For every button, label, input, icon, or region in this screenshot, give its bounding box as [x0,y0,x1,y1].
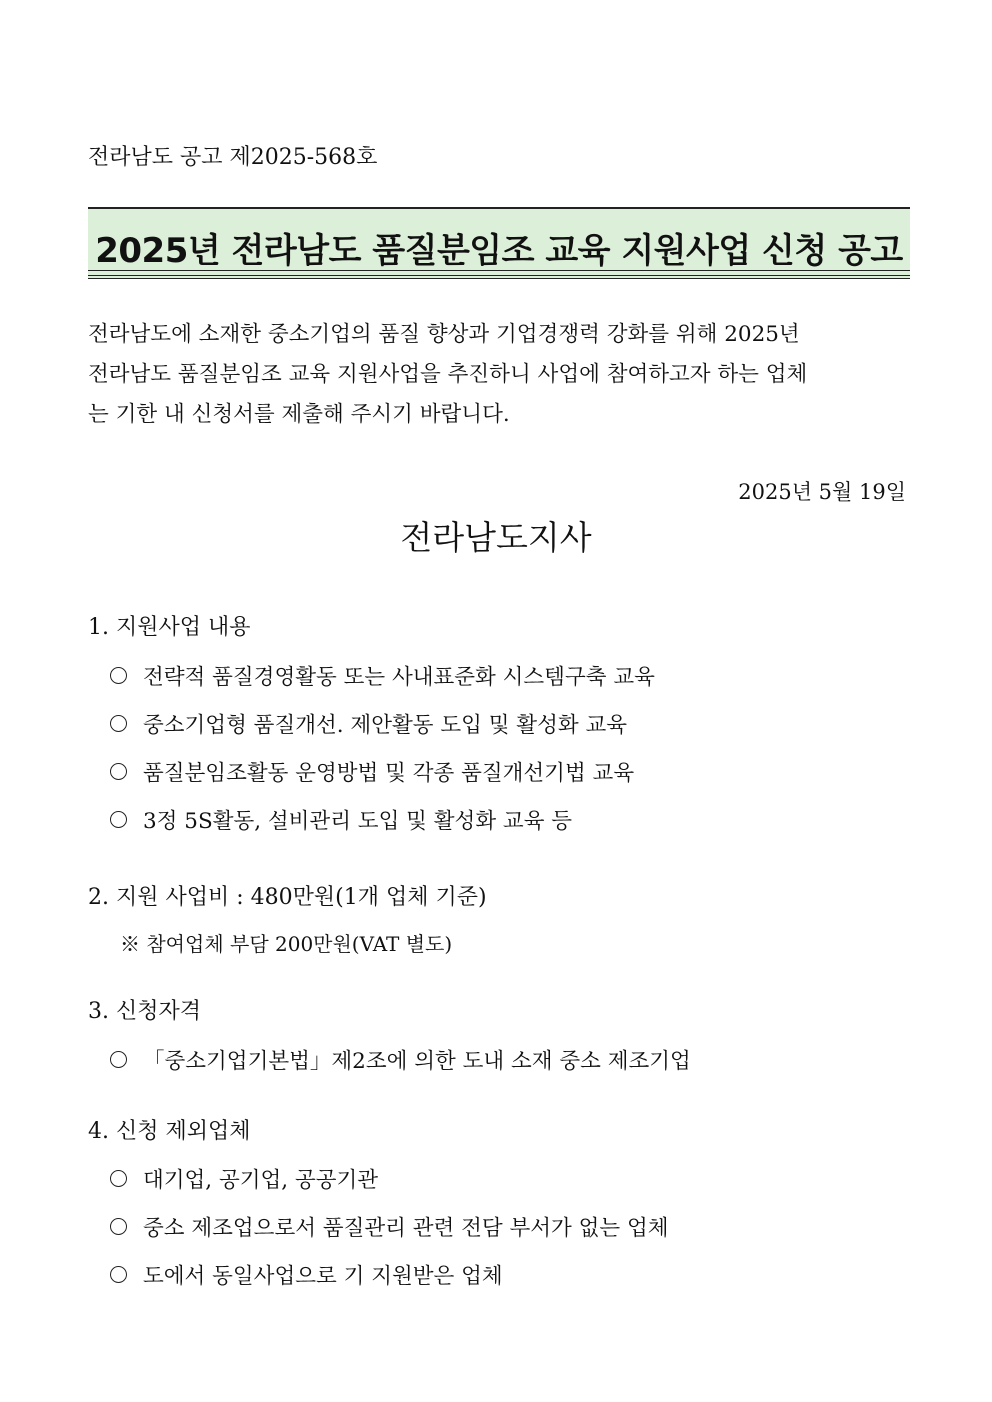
list-item [110,1259,503,1290]
list-item-text: 3정 5S활동, 설비관리 도입 및 활성화 교육 등 [143,809,573,834]
list-item-text: 전략적 품질경영활동 또는 사내표준화 시스템구축 교육 [143,665,655,690]
intro-line-3: 는 기한 내 신청서를 제출해 주시기 바랍니다. [88,402,510,427]
section-heading-support-content: 1. 지원사업 내용 [88,615,251,640]
notice-number: 전라남도 공고 제2025-568호 [88,145,378,170]
circle-bullet-icon [110,1051,127,1068]
issuer: 전라남도지사 [400,518,592,557]
list-item [110,1211,669,1242]
title-box [88,207,910,279]
circle-bullet-icon [110,667,127,684]
notice-date: 2025년 5월 19일 [738,480,906,504]
intro-line-2: 전라남도 품질분임조 교육 지원사업을 추진하니 사업에 참여하고자 하는 업체 [88,362,808,387]
list-item-text: 도에서 동일사업으로 기 지원받은 업체 [143,1264,503,1289]
title-underline [88,270,910,271]
section-heading-eligibility: 3. 신청자격 [88,999,201,1024]
circle-bullet-icon [110,1266,127,1283]
circle-bullet-icon [110,1170,127,1187]
list-item [110,1163,378,1194]
section-heading-budget: 2. 지원 사업비 : 480만원(1개 업체 기준) [88,885,487,910]
list-item-text: 중소기업형 품질개선. 제안활동 도입 및 활성화 교육 [143,713,627,738]
circle-bullet-icon [110,1218,127,1235]
circle-bullet-icon [110,715,127,732]
list-item [110,708,627,739]
list-item [110,660,655,691]
list-item-text: 대기업, 공기업, 공공기관 [143,1168,379,1193]
list-item [110,1044,691,1075]
list-item [110,756,634,787]
circle-bullet-icon [110,811,127,828]
list-item-text: 「중소기업기본법」제2조에 의한 도내 소재 중소 제조기업 [143,1049,691,1074]
budget-note: ※ 참여업체 부담 200만원(VAT 별도) [120,932,453,956]
list-item-text: 중소 제조업으로서 품질관리 관련 전담 부서가 없는 업체 [143,1216,669,1241]
list-item-text: 품질분임조활동 운영방법 및 각종 품질개선기법 교육 [143,761,635,786]
circle-bullet-icon [110,763,127,780]
intro-line-1: 전라남도에 소재한 중소기업의 품질 향상과 기업경쟁력 강화를 위해 2025년 [88,322,800,347]
document-title: 2025년 전라남도 품질분임조 교육 지원사업 신청 공고 [95,231,903,271]
section-heading-exclusions: 4. 신청 제외업체 [88,1119,251,1144]
list-item [110,804,572,835]
